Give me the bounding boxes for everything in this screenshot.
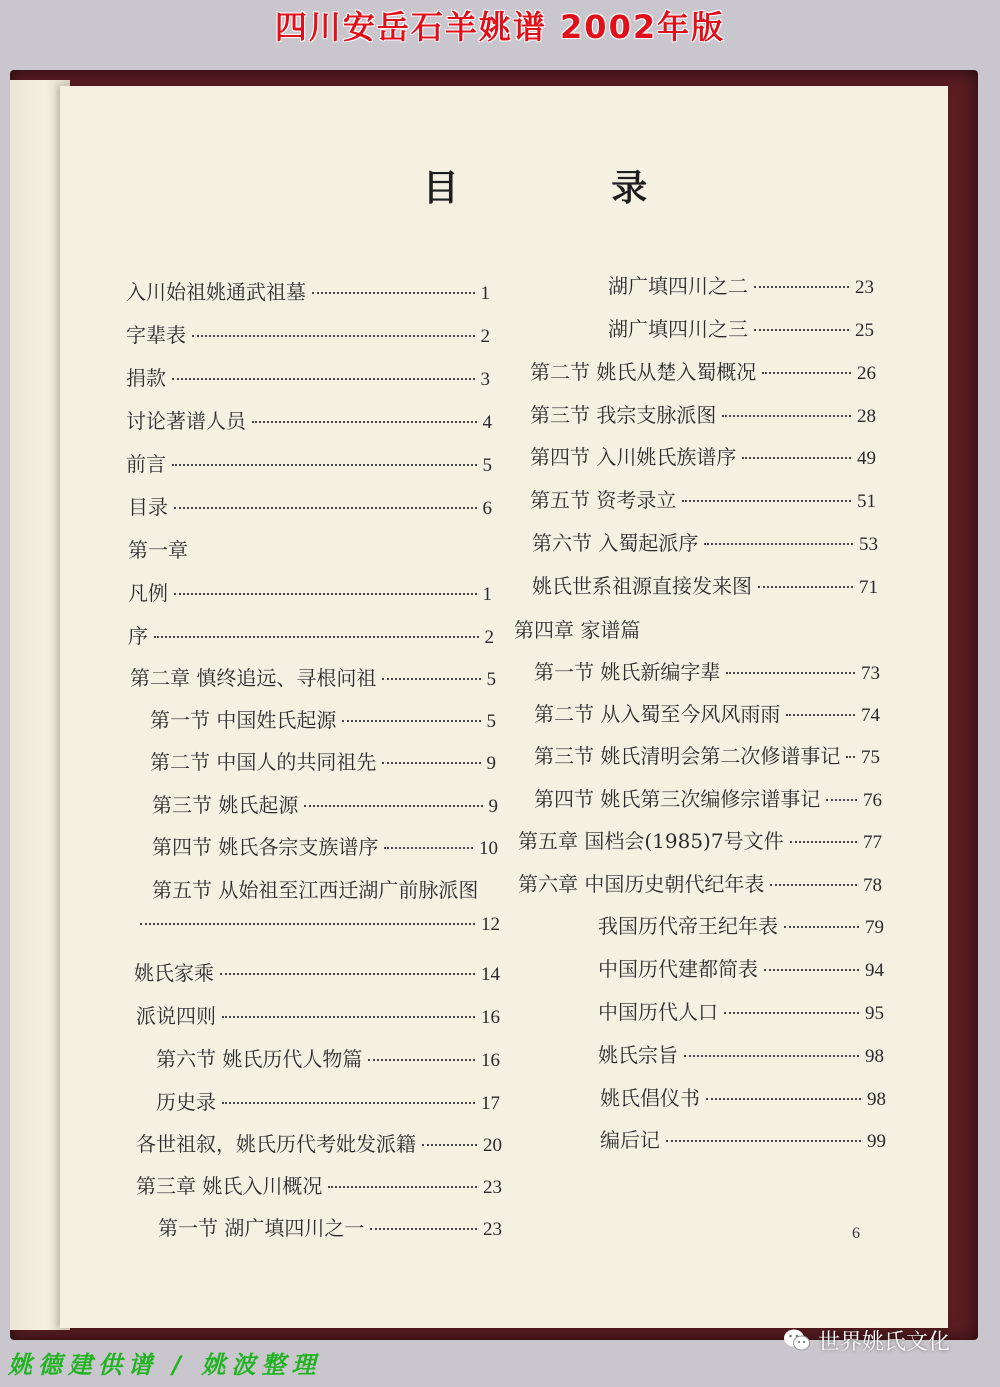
toc-entry-page: 1 [480,283,490,304]
toc-entry-page: 9 [486,753,496,774]
toc-entry [518,868,882,897]
toc-entry-title: 派说四则 [136,1004,216,1028]
toc-leader-dots [764,969,859,971]
toc-leader-dots [382,762,480,764]
toc-entry-page: 1 [482,584,492,605]
toc-leader-dots [666,1140,861,1142]
toc-leader-dots [370,1228,477,1230]
footer-brand [782,1322,950,1358]
toc-entry [150,746,496,775]
toc-entry-title: 第五节 从始祖至江西迁湖广前脉派图 [152,878,479,902]
toc-entry [530,484,876,513]
toc-entry-page: 23 [855,277,874,298]
toc-entry-page: 2 [484,627,494,648]
toc-leader-dots [722,415,851,417]
toc-entry [534,698,880,727]
toc-entry-page: 74 [861,705,880,726]
toc-leader-dots [192,335,475,337]
toc-entry-title: 第三节 我宗支脉派图 [530,403,717,427]
toc-entry-page: 26 [857,363,876,384]
toc-entry-title: 第四节 入川姚氏族谱序 [530,445,737,469]
toc-entry [156,1086,500,1115]
toc-entry-title: 捐款 [126,366,166,390]
toc-entry-page: 28 [857,406,876,427]
toc-entry-page: 77 [863,832,882,853]
toc-leader-dots [174,593,477,595]
toc-entry [126,276,490,305]
toc-entry [126,362,490,391]
banner-title: 四川安岳石羊姚谱 2002年版 [274,8,726,46]
toc-entry-title: 第五章 国档会(1985)7号文件 [518,829,784,853]
toc-entry [598,996,884,1025]
toc-leader-dots [368,1059,475,1061]
toc-leader-dots [172,464,477,466]
toc-leader-dots [684,1055,859,1057]
toc-entry-title: 入川始祖姚通武祖墓 [126,280,306,304]
toc-entry-page: 16 [481,1050,500,1071]
toc-entry [126,405,492,434]
toc-entry-title: 目录 [128,495,168,519]
brand-name: 世界姚氏文化 [818,1329,951,1355]
toc-entry-title: 第六节 姚氏历代人物篇 [156,1047,363,1071]
toc-entry-page: 14 [481,964,500,985]
toc-entry [608,270,874,299]
toc-entry-title: 第三节 姚氏起源 [152,793,299,817]
toc-entry-title: 中国历代人口 [598,1000,718,1024]
toc-entry [150,704,496,733]
toc-leader-dots [154,636,479,638]
toc-entry-title: 湖广填四川之三 [608,317,748,341]
toc-entry-page: 94 [865,960,884,981]
toc-entry-page: 10 [479,838,498,859]
toc-entry-page: 5 [482,455,492,476]
toc-leader-dots [724,1012,859,1014]
toc-entry [128,534,188,563]
toc-entry [598,1039,884,1068]
toc-leader-dots [754,329,849,331]
toc-leader-dots [328,1186,477,1188]
toc-leader-dots [846,756,855,758]
toc-entry-title: 字辈表 [126,323,186,347]
toc-leader-dots [762,372,851,374]
toc-leader-dots [784,926,859,928]
toc-leader-dots [222,1016,475,1018]
toc-entry-title: 第六节 入蜀起派序 [532,531,699,555]
toc-leader-dots [140,923,475,925]
toc-entry-title: 各世祖叙，姚氏历代考妣发派籍 [136,1132,416,1156]
toc-entry [608,313,874,342]
toc-entry-title: 讨论著谱人员 [126,409,246,433]
toc-entry [532,570,878,599]
toc-entry [136,1128,502,1157]
toc-leader-dots [754,286,849,288]
toc-leader-dots [220,973,475,975]
toc-entry-page: 2 [480,326,490,347]
toc-entry-page: 76 [863,790,882,811]
page-title: 目 录 [422,167,718,209]
toc-entry-title: 第四节 姚氏第三次编修宗谱事记 [534,787,821,811]
toc-leader-dots [726,672,855,674]
toc-entry-page: 73 [861,663,880,684]
toc-entry-page: 49 [857,448,876,469]
toc-entry [152,874,478,903]
toc-entry-title: 第四节 姚氏各宗支族谱序 [152,835,379,859]
toc-entry-title: 第一节 中国姓氏起源 [150,708,337,732]
toc-entry-title: 湖广填四川之二 [608,274,748,298]
toc-entry-page: 98 [867,1089,886,1110]
toc-leader-dots [706,1098,861,1100]
toc-entry-page: 25 [855,320,874,341]
toc-entry [128,577,492,606]
toc-entry-page: 12 [481,914,500,935]
toc-leader-dots [770,884,857,886]
toc-leader-dots [682,500,851,502]
toc-entry-page: 23 [483,1219,502,1240]
toc-entry-page: 51 [857,491,876,512]
toc-entry-page: 78 [863,875,882,896]
toc-leader-dots [384,847,473,849]
toc-entry [152,789,498,818]
toc-entry-title: 第四章 家谱篇 [514,618,641,642]
toc-entry-title: 凡例 [128,581,168,605]
toc-leader-dots [222,1102,475,1104]
toc-leader-dots [252,421,477,423]
toc-leader-dots [382,678,480,680]
toc-entry-title: 前言 [126,452,166,476]
page-number: 6 [852,1225,860,1242]
toc-entry-title: 第一节 湖广填四川之一 [158,1216,365,1240]
toc-entry [128,491,492,520]
toc-entry-page: 16 [481,1007,500,1028]
toc-entry [530,441,876,470]
toc-entry-title: 第二节 从入蜀至今风风雨雨 [534,702,781,726]
toc-leader-dots [758,586,853,588]
toc-entry-title: 序 [128,624,148,648]
toc-leader-dots [786,714,855,716]
toc-entry-page: 4 [482,412,492,433]
toc-entry [598,910,884,939]
toc-entry [534,783,882,812]
toc-entry [518,825,882,854]
toc-leader-dots [312,292,475,294]
toc-entry [534,740,880,769]
toc-leader-dots [304,805,482,807]
toc-entry-title: 历史录 [156,1090,216,1114]
toc-entry-title: 第六章 中国历史朝代纪年表 [518,872,765,896]
toc-entry-page: 98 [865,1046,884,1067]
toc-entry [128,620,494,649]
wechat-icon [782,1325,812,1355]
toc-entry [136,1000,500,1029]
toc-entry-page: 71 [859,577,878,598]
toc-leader-dots [790,841,857,843]
toc-entry [134,914,500,936]
toc-entry [514,614,640,643]
toc-entry [600,1082,886,1111]
toc-entry [134,957,500,986]
toc-leader-dots [174,507,477,509]
toc-entry-title: 第三章 姚氏入川概况 [136,1174,323,1198]
toc-entry-page: 6 [482,498,492,519]
toc-leader-dots [704,543,853,545]
toc-entry [156,1043,500,1072]
toc-entry [126,448,492,477]
toc-entry [598,953,884,982]
toc-entry [152,831,498,860]
toc-entry-title: 姚氏家乘 [134,961,214,985]
toc-entry [158,1212,502,1241]
toc-entry-title: 编后记 [600,1128,660,1152]
toc-leader-dots [422,1144,477,1146]
toc-entry-page: 5 [486,711,496,732]
toc-entry-page: 53 [859,534,878,555]
toc-entry-page: 79 [865,917,884,938]
toc-leader-dots [742,457,851,459]
toc-entry-title: 第三节 姚氏清明会第二次修谱事记 [534,744,841,768]
toc-entry-title: 姚氏世系祖源直接发来图 [532,574,752,598]
toc-entry-page: 99 [867,1131,886,1152]
toc-entry-page: 20 [483,1135,502,1156]
toc-entry [534,656,880,685]
toc-entry-title: 第二节 中国人的共同祖先 [150,750,377,774]
toc-entry-page: 9 [488,796,498,817]
toc-entry-title: 第一章 [128,538,188,562]
toc-entry [130,662,496,691]
toc-entry-page: 5 [486,669,496,690]
toc-entry-title: 第二节 姚氏从楚入蜀概况 [530,360,757,384]
toc-entry [532,527,878,556]
toc-entry [600,1124,886,1153]
toc-leader-dots [826,799,857,801]
toc-entry-page: 95 [865,1003,884,1024]
toc-entry [126,319,490,348]
toc-leader-dots [342,720,480,722]
toc-entry-title: 姚氏倡仪书 [600,1086,700,1110]
toc-entry-page: 23 [483,1177,502,1198]
toc-entry-title: 中国历代建都简表 [598,957,758,981]
toc-entry-title: 第一节 姚氏新编字辈 [534,660,721,684]
toc-entry-title: 第五节 资考录立 [530,488,677,512]
toc-entry-title: 第二章 慎终追远、寻根问祖 [130,666,377,690]
footer-credit: 姚德建供谱 / 姚波整理 [8,1351,322,1379]
toc-entry [530,356,876,385]
toc-entry-title: 姚氏宗旨 [598,1043,678,1067]
toc-entry-page: 75 [861,747,880,768]
toc-leader-dots [172,378,475,380]
toc-entry-page: 17 [481,1093,500,1114]
toc-entry [530,399,876,428]
toc-entry-title: 我国历代帝王纪年表 [598,914,778,938]
toc-entry [136,1170,502,1199]
toc-entry-page: 3 [480,369,490,390]
